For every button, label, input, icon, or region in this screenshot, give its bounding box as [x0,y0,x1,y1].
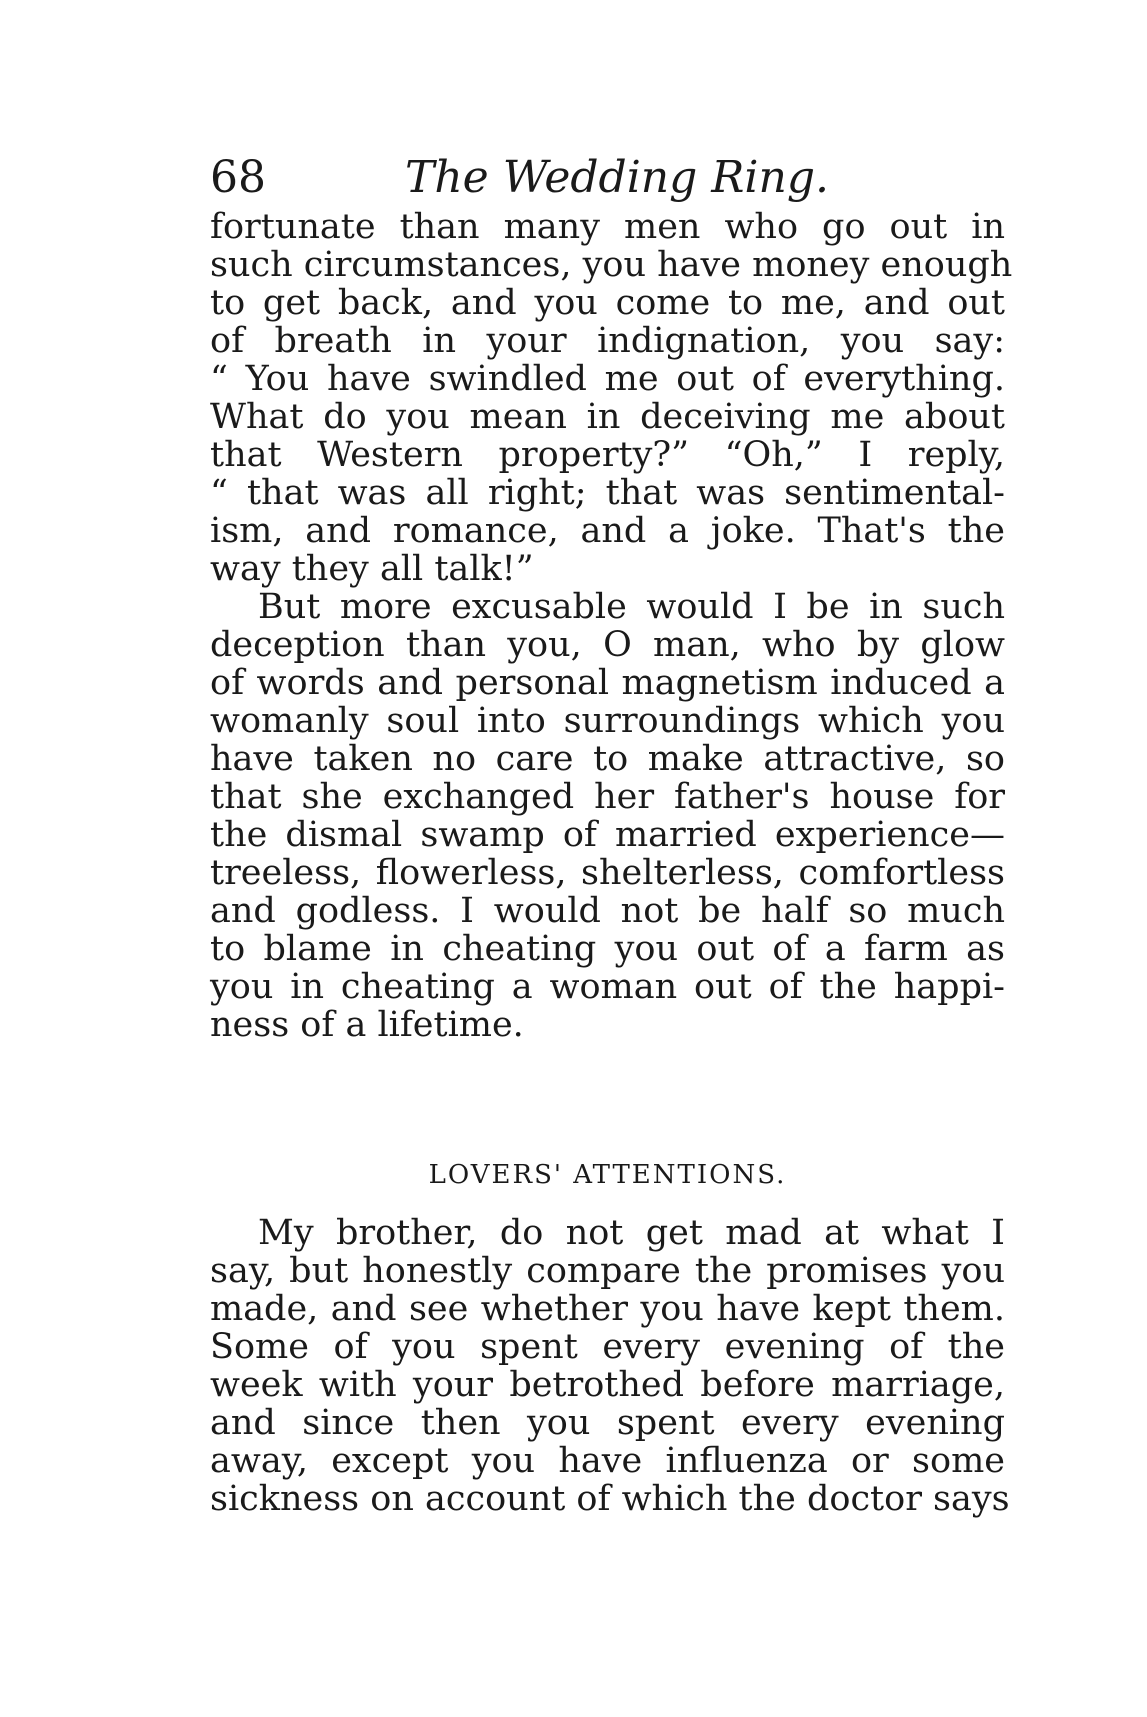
section-heading: LOVERS' ATTENTIONS. [428,1160,787,1190]
text-line: fortunate than many men who go out in [210,207,1005,247]
text-line: have taken no care to make attractive, so [210,739,1005,779]
text-line: and since then you spent every evening [210,1403,1005,1443]
text-line: made, and see whether you have kept them. [210,1289,1005,1329]
text-line: sickness on account of which the doctor says [210,1479,1010,1519]
running-header [210,148,1010,208]
text-line: of breath in your indignation, you say: [210,321,1005,361]
text-line: My brother, do not get mad at what I [258,1213,1005,1253]
text-line: that Western property?” “Oh,” I reply, [210,435,1005,475]
text-line: “ that was all right; that was sentimental- [210,473,1005,513]
text-line: ness of a lifetime. [210,1005,524,1045]
text-line: deception than you, O man, who by glow [210,625,1005,665]
text-line: such circumstances, you have money enough [210,245,1013,285]
text-line: and godless. I would not be half so much [210,891,1005,931]
text-line: to get back, and you come to me, and out [210,283,1005,323]
text-line: week with your betrothed before marriage, [210,1365,1005,1405]
text-line: “ You have swindled me out of everything. [210,359,1005,399]
text-line: But more excusable would I be in such [258,587,1005,627]
page-number: 68 [210,152,266,203]
running-title: The Wedding Ring. [405,152,829,203]
text-line: way they all talk!” [210,549,534,589]
text-line: say, but honestly compare the promises you [210,1251,1005,1291]
text-line: the dismal swamp of married experience— [210,815,1005,855]
text-line: you in cheating a woman out of the happi- [210,967,1005,1007]
text-line: treeless, flowerless, shelterless, comfortless [210,853,1005,893]
text-line: to blame in cheating you out of a farm as [210,929,1005,969]
text-line: of words and personal magnetism induced a [210,663,1005,703]
text-line: What do you mean in deceiving me about [210,397,1005,437]
text-line: Some of you spent every evening of the [210,1327,1005,1367]
text-line: away, except you have influenza or some [210,1441,1005,1481]
text-line: that she exchanged her father's house for [210,777,1005,817]
text-line: womanly soul into surroundings which you [210,701,1005,741]
text-line: ism, and romance, and a joke. That's the [210,511,1005,551]
